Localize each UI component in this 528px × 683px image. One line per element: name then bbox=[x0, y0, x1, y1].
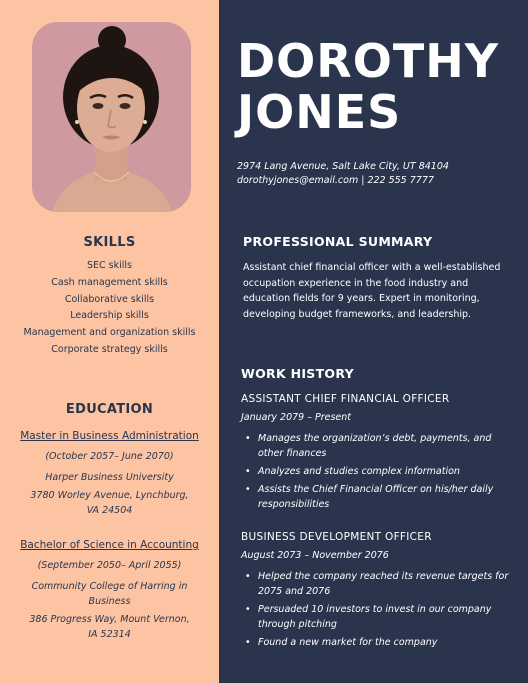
bullet-icon: • bbox=[245, 637, 251, 648]
contact-address: 2974 Lang Avenue, Salt Lake City, UT 84104 bbox=[237, 161, 449, 172]
skill-item: Collaborative skills bbox=[64, 293, 155, 305]
bullet-icon: • bbox=[245, 466, 251, 477]
bullet-icon: • bbox=[245, 433, 251, 444]
job-title: BUSINESS DEVELOPMENT OFFICER bbox=[241, 531, 432, 543]
job-bullet bbox=[243, 635, 511, 650]
name-first: DOROTHY bbox=[237, 34, 499, 88]
bullet-text: Analyzes and studies complex information bbox=[258, 466, 460, 477]
job-bullet bbox=[243, 602, 511, 632]
name-last: JONES bbox=[237, 85, 402, 139]
bullet-icon: • bbox=[245, 484, 251, 495]
education-address: 386 Progress Way, Mount Vernon, IA 52314 bbox=[29, 614, 190, 640]
bullet-text: Manages the organization’s debt, payments, and other finances bbox=[258, 433, 492, 459]
job-dates: August 2073 – November 2076 bbox=[241, 550, 389, 561]
education-dates: (September 2050– April 2055) bbox=[37, 560, 182, 571]
contact-email-phone: dorothyjones@email.com | 222 555 7777 bbox=[237, 175, 434, 186]
education-heading: EDUCATION bbox=[65, 402, 154, 417]
job-bullet bbox=[243, 464, 511, 479]
skill-item: SEC skills bbox=[86, 260, 132, 271]
education-degree: Master in Business Administration bbox=[20, 430, 199, 442]
education-school: Harper Business University bbox=[45, 472, 174, 483]
skill-item: Corporate strategy skills bbox=[51, 343, 168, 355]
job-bullets bbox=[243, 569, 511, 653]
skill-item: Management and organization skills bbox=[23, 327, 196, 339]
job-title: ASSISTANT CHIEF FINANCIAL OFFICER bbox=[241, 393, 450, 405]
summary-text: Assistant chief financial officer with a well-established occupation experience in the food industry and education fields for 9 years. Expert in monitoring, developing budget frameworks, and leadership. bbox=[243, 262, 501, 320]
resume-name bbox=[237, 36, 499, 138]
job-bullets bbox=[243, 431, 511, 515]
education-school: Community College of Harring in Business bbox=[31, 581, 188, 607]
bullet-icon: • bbox=[245, 571, 251, 582]
job-bullet bbox=[243, 431, 511, 461]
bullet-icon: • bbox=[245, 604, 251, 615]
contact-info bbox=[237, 160, 449, 188]
job-dates: January 2079 – Present bbox=[241, 412, 352, 423]
job-bullet bbox=[243, 569, 511, 599]
skills-list bbox=[0, 258, 219, 359]
profile-photo bbox=[32, 22, 191, 212]
education-degree: Bachelor of Science in Accounting bbox=[20, 539, 199, 551]
work-history-heading: WORK HISTORY bbox=[241, 366, 354, 381]
skill-item: Leadership skills bbox=[70, 310, 149, 322]
education-entry bbox=[10, 538, 209, 642]
bullet-text: Found a new market for the company bbox=[258, 637, 438, 648]
bullet-text: Assists the Chief Financial Officer on his/her daily responsibilities bbox=[258, 484, 494, 510]
education-address: 3780 Worley Avenue, Lynchburg, VA 24504 bbox=[30, 490, 189, 516]
bullet-text: Helped the company reached its revenue targets for 2075 and 2076 bbox=[258, 571, 509, 597]
bullet-text: Persuaded 10 investors to invest in our company through pitching bbox=[258, 604, 492, 630]
education-dates: (October 2057– June 2070) bbox=[45, 451, 174, 462]
skills-heading: SKILLS bbox=[83, 235, 136, 250]
education-entry bbox=[10, 429, 209, 518]
summary-heading: PROFESSIONAL SUMMARY bbox=[243, 234, 433, 249]
skill-item: Cash management skills bbox=[51, 276, 168, 288]
job-bullet bbox=[243, 482, 511, 512]
